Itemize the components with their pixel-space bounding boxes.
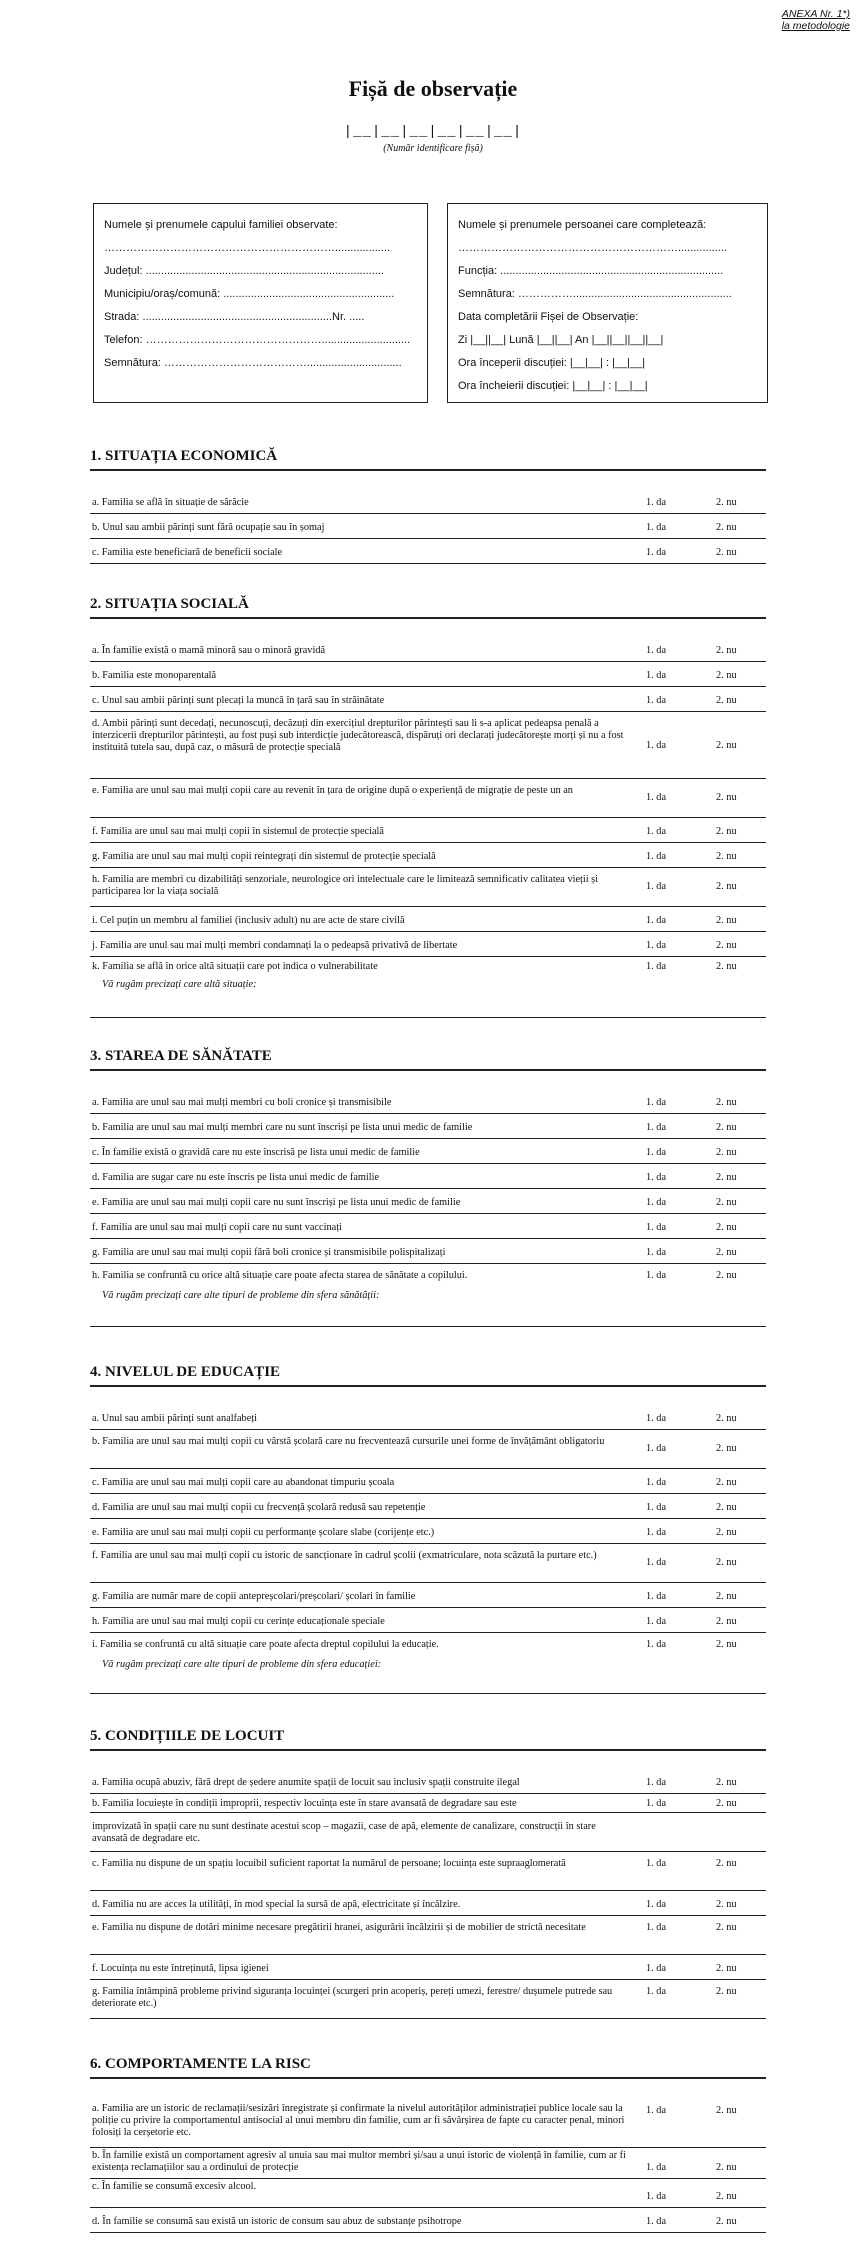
street-field[interactable]: Strada: ..............................................................Nr. ..... (104, 311, 365, 323)
table-row (90, 2208, 766, 2233)
answer-yes-option[interactable]: 1. da (646, 1557, 667, 1568)
question-text: h. Familia are unul sau mai mulți copii cu cerințe educaționale speciale (92, 1616, 385, 1627)
answer-yes-option[interactable]: 1. da (646, 1798, 667, 1809)
section-economic (90, 448, 766, 564)
answer-no-option[interactable]: 2. nu (716, 1639, 737, 1650)
answer-no-option[interactable]: 2. nu (716, 2162, 737, 2173)
table-row (90, 1239, 766, 1264)
table-row (90, 1980, 766, 2019)
question-text: g. Familia are număr mare de copii antepreșcolari/preșcolari/ școlari în familie (92, 1591, 416, 1602)
table-row (90, 1852, 766, 1891)
table-row (90, 1214, 766, 1239)
answer-yes-option[interactable]: 1. da (646, 1413, 667, 1424)
table-row (90, 1405, 766, 1430)
question-text: d. Ambii părinți sunt decedați, necunoscuți, decăzuți din exercițiul drepturilor părintești sau li s-a aplicat pedeapsa penală a interzicerii drepturilor părintești, au fost puși sub interdicție judecătorească, dispăruți ori declarați judecătorește morți și nu a fost instituită tutela sau, după caz, o măsură de protecție specială (92, 718, 624, 753)
annex-number: ANEXA Nr. 1*) (781, 8, 850, 20)
section-title: 1. SITUAȚIA ECONOMICĂ (90, 448, 766, 471)
question-text: b. Familia are unul sau mai mulți copii cu vârstă școlară care nu frecventează cursurile unei forme de învățământ obligatoriu (92, 1436, 605, 1447)
table-row (90, 1089, 766, 1114)
question-text: c. Familia are unul sau mai mulți copii care au abandonat timpuriu școala (92, 1477, 395, 1488)
answer-yes-option[interactable]: 1. da (646, 2162, 667, 2173)
question-text: f. Familia are unul sau mai mulți copii cu istoric de sancționare în cadrul școlii (exmatriculare, nota scăzută la purtare etc.) (92, 1550, 597, 1561)
phone-field[interactable]: Telefon: …………………………………………............................. (104, 334, 411, 346)
answer-yes-option[interactable]: 1. da (646, 826, 667, 837)
answer-no-option[interactable]: 2. nu (716, 1413, 737, 1424)
function-field[interactable]: Funcția: ......................................................................... (458, 265, 724, 277)
question-text: e. Familia are unul sau mai mulți copii care nu sunt înscriși pe lista unui medic de familie (92, 1197, 461, 1208)
completion-date-label: Data completării Fișei de Observație: (458, 311, 639, 323)
answer-yes-option[interactable]: 1. da (646, 1899, 667, 1910)
answer-no-option[interactable]: 2. nu (716, 1477, 737, 1488)
answer-no-option[interactable]: 2. nu (716, 645, 737, 656)
question-text: e. Familia are unul sau mai mulți copii cu performanțe școlare slabe (corijențe etc.) (92, 1527, 435, 1538)
start-time-field[interactable]: Ora începerii discuției: |__|__| : |__|__| (458, 357, 646, 369)
answer-yes-option[interactable]: 1. da (646, 915, 667, 926)
table-row (90, 539, 766, 564)
question-text: b. Familia este monoparentală (92, 670, 217, 681)
answer-yes-option[interactable]: 1. da (646, 497, 667, 508)
table-row (90, 687, 766, 712)
table-row (90, 1430, 766, 1469)
table-row (90, 957, 766, 1018)
question-text: d. Familia are sugar care nu este înscris pe lista unui medic de familie (92, 1172, 380, 1183)
table-row (90, 2148, 766, 2179)
question-text: c. Unul sau ambii părinți sunt plecați la muncă în țară sau în străinătate (92, 695, 385, 706)
question-text: a. Unul sau ambii părinți sunt analfabeți (92, 1413, 257, 1424)
question-text: g. Familia are unul sau mai mulți copii reintegrați din sistemul de protecție specială (92, 851, 436, 862)
completer-name-field[interactable]: ……………………………………………………................ (458, 242, 727, 254)
table-row (90, 712, 766, 779)
question-text: h. Familia se confruntă cu orice altă situație care poate afecta starea de sănătate a copilului. (92, 1270, 468, 1281)
answer-yes-option[interactable]: 1. da (646, 2191, 667, 2202)
answer-no-option[interactable]: 2. nu (716, 915, 737, 926)
section-title: 4. NIVELUL DE EDUCAȚIE (90, 1364, 766, 1387)
table-row (90, 907, 766, 932)
question-text: e. Familia nu dispune de dotări minime necesare pregătirii hranei, asigurării încălzirii și de mobilier de strictă necesitate (92, 1922, 586, 1933)
family-head-name-field[interactable]: ……………………………………………………….................. (104, 242, 391, 254)
question-text: d. În familie se consumă sau există un istoric de consum sau abuz de substanțe psihotrope (92, 2216, 462, 2227)
section-education (90, 1364, 766, 1694)
answer-no-option[interactable]: 2. nu (716, 1922, 737, 1933)
section-housing (90, 1728, 766, 2019)
table-row (90, 2179, 766, 2208)
health-problems-note[interactable]: Vă rugăm precizați care alte tipuri de probleme din sfera sănătății: (102, 1290, 380, 1301)
answer-yes-option[interactable]: 1. da (646, 1122, 667, 1133)
table-row (90, 1769, 766, 1794)
question-text: f. Familia are unul sau mai mulți copii care nu sunt vaccinați (92, 1222, 342, 1233)
answer-yes-option[interactable]: 1. da (646, 1639, 667, 1650)
answer-no-option[interactable]: 2. nu (716, 1899, 737, 1910)
answer-no-option[interactable]: 2. nu (716, 1616, 737, 1627)
answer-no-option[interactable]: 2. nu (716, 522, 737, 533)
answer-yes-option[interactable]: 1. da (646, 961, 667, 972)
answer-no-option[interactable]: 2. nu (716, 1222, 737, 1233)
table-row (90, 489, 766, 514)
table-row (90, 1633, 766, 1694)
section-health (90, 1048, 766, 1327)
question-text: g. Familia întâmpină probleme privind siguranța locuinței (scurgeri prin acoperiș, pereți umezi, ferestre/ dușumele putrede sau deteriorate etc.) (92, 1986, 613, 2009)
table-row (90, 932, 766, 957)
answer-yes-option[interactable]: 1. da (646, 1222, 667, 1233)
table-row (90, 1114, 766, 1139)
question-text: d. Familia nu are acces la utilități, în mod special la sursă de apă, electricitate și încălzire. (92, 1899, 461, 1910)
question-text: improvizată în spații care nu sunt destinate acestui scop – magazii, case de apă, elemente de canalizare, construcții în stare avansată de degradare etc. (92, 1821, 596, 1844)
answer-no-option[interactable]: 2. nu (716, 1798, 737, 1809)
answer-yes-option[interactable]: 1. da (646, 1097, 667, 1108)
completer-signature-field[interactable]: Semnătura: …………….................................................... (458, 288, 732, 300)
question-text: e. Familia are unul sau mai mulți copii care au revenit în țara de origine după o experiență de migrație de peste un an (92, 785, 573, 796)
annex-methodology: la metodologie (781, 20, 850, 32)
answer-no-option[interactable]: 2. nu (716, 740, 737, 751)
answer-yes-option[interactable]: 1. da (646, 1986, 667, 1997)
id-number-caption: (Număr identificare fișă) (383, 143, 483, 154)
answer-no-option[interactable]: 2. nu (716, 2105, 737, 2116)
table-row (90, 662, 766, 687)
answer-yes-option[interactable]: 1. da (646, 1922, 667, 1933)
answer-no-option[interactable]: 2. nu (716, 1591, 737, 1602)
answer-no-option[interactable]: 2. nu (716, 670, 737, 681)
question-text: i. Cel puțin un membru al familiei (inclusiv adult) nu are acte de stare civilă (92, 915, 405, 926)
answer-yes-option[interactable]: 1. da (646, 1247, 667, 1258)
question-text: a. Familia ocupă abuziv, fără drept de ședere anumite spații de locuit sau inclusiv spații construite ilegal (92, 1777, 520, 1788)
table-row (90, 1189, 766, 1214)
answer-no-option[interactable]: 2. nu (716, 1197, 737, 1208)
answer-yes-option[interactable]: 1. da (646, 1270, 667, 1281)
answer-yes-option[interactable]: 1. da (646, 792, 667, 803)
answer-yes-option[interactable]: 1. da (646, 1502, 667, 1513)
section-title: 2. SITUAȚIA SOCIALĂ (90, 596, 766, 619)
question-text: a. Familia se află în situație de sărăcie (92, 497, 249, 508)
answer-yes-option[interactable]: 1. da (646, 1443, 667, 1454)
table-row (90, 2097, 766, 2148)
table-row (90, 1916, 766, 1955)
answer-no-option[interactable]: 2. nu (716, 1502, 737, 1513)
answer-yes-option[interactable]: 1. da (646, 1527, 667, 1538)
answer-no-option[interactable]: 2. nu (716, 826, 737, 837)
table-row (90, 1544, 766, 1583)
answer-yes-option[interactable]: 1. da (646, 1616, 667, 1627)
completer-name-label: Numele și prenumele persoanei care completează: (458, 219, 707, 231)
answer-yes-option[interactable]: 1. da (646, 851, 667, 862)
answer-no-option[interactable]: 2. nu (716, 1557, 737, 1568)
answer-no-option[interactable]: 2. nu (716, 851, 737, 862)
question-text: a. În familie există o mamă minoră sau o minoră gravidă (92, 645, 326, 656)
question-text: c. În familie există o gravidă care nu este înscrisă pe lista unui medic de familie (92, 1147, 420, 1158)
table-row (90, 1891, 766, 1916)
question-text: k. Familia se află în orice altă situații care pot indica o vulnerabilitate (92, 961, 378, 972)
table-row (90, 868, 766, 907)
answer-yes-option[interactable]: 1. da (646, 740, 667, 751)
section-risk-behaviour (90, 2056, 766, 2233)
question-text: f. Familia are unul sau mai mulți copii în sistemul de protecție specială (92, 826, 384, 837)
table-row (90, 1139, 766, 1164)
annex-reference (782, 8, 850, 32)
table-row (90, 1955, 766, 1980)
answer-yes-option[interactable]: 1. da (646, 881, 667, 892)
table-row (90, 843, 766, 868)
answer-no-option[interactable]: 2. nu (716, 1777, 737, 1788)
answer-yes-option[interactable]: 1. da (646, 1777, 667, 1788)
question-text: a. Familia are unul sau mai mulți membri cu boli cronice și transmisibile (92, 1097, 392, 1108)
question-text: c. Familia este beneficiară de beneficii sociale (92, 547, 283, 558)
answer-no-option[interactable]: 2. nu (716, 547, 737, 558)
question-text: h. Familia are membri cu dizabilități senzoriale, neurologice ori intelectuale care le limitează semnificativ calitatea vieții și participarea lor la viața socială (92, 874, 599, 897)
section-title: 6. COMPORTAMENTE LA RISC (90, 2056, 766, 2079)
answer-no-option[interactable]: 2. nu (716, 1147, 737, 1158)
answer-no-option[interactable]: 2. nu (716, 881, 737, 892)
table-row (90, 1519, 766, 1544)
municipality-field[interactable]: Municipiu/oraș/comună: ........................................................ (104, 288, 395, 300)
answer-no-option[interactable]: 2. nu (716, 2191, 737, 2202)
section-title: 5. CONDIȚIILE DE LOCUIT (90, 1728, 766, 1751)
question-text: b. Familia locuiește în condiții improprii, respectiv locuința este în stare avansată de degradare sau este (92, 1798, 517, 1809)
family-head-name-label: Numele și prenumele capului familiei observate: (104, 219, 338, 231)
family-info-box (93, 203, 428, 403)
table-row (90, 1469, 766, 1494)
question-text: j. Familia are unul sau mai mulți membri condamnați la o pedeapsă privativă de libertate (92, 940, 458, 951)
question-text: b. Familia are unul sau mai mulți membri care nu sunt înscriși pe lista unui medic de familie (92, 1122, 473, 1133)
answer-no-option[interactable]: 2. nu (716, 695, 737, 706)
answer-no-option[interactable]: 2. nu (716, 497, 737, 508)
answer-yes-option[interactable]: 1. da (646, 940, 667, 951)
table-row (90, 637, 766, 662)
table-row (90, 1813, 766, 1852)
id-number-field[interactable]: |__|__|__|__|__|__| (343, 124, 523, 140)
answer-no-option[interactable]: 2. nu (716, 1097, 737, 1108)
completer-info-box (447, 203, 768, 403)
question-text: b. Unul sau ambii părinți sunt fără ocupație sau în șomaj (92, 522, 325, 533)
answer-no-option[interactable]: 2. nu (716, 961, 737, 972)
question-text: f. Locuința nu este întreținută, lipsa igienei (92, 1963, 269, 1974)
answer-yes-option[interactable]: 1. da (646, 522, 667, 533)
table-row (90, 514, 766, 539)
answer-no-option[interactable]: 2. nu (716, 1443, 737, 1454)
question-text: c. În familie se consumă excesiv alcool. (92, 2181, 257, 2192)
answer-no-option[interactable]: 2. nu (716, 1270, 737, 1281)
table-row (90, 1264, 766, 1327)
question-text: a. Familia are un istoric de reclamații/sesizări înregistrate și confirmate la nivelul autorităților administrației publice locale sau la poliție cu privire la comportamentul antisocial al unui membru din familie, cum ar fi săvârșirea de fapte cu caracter penal, minori folosiți la cerșetorie etc. (92, 2103, 625, 2138)
question-text: c. Familia nu dispune de un spațiu locuibil suficient raportat la numărul de persoane; locuința este supraaglomerată (92, 1858, 566, 1869)
answer-yes-option[interactable]: 1. da (646, 1477, 667, 1488)
answer-yes-option[interactable]: 1. da (646, 695, 667, 706)
answer-yes-option[interactable]: 1. da (646, 645, 667, 656)
question-text: g. Familia are unul sau mai mulți copii fără boli cronice și transmisibile polispitalizați (92, 1247, 446, 1258)
answer-no-option[interactable]: 2. nu (716, 1986, 737, 1997)
answer-yes-option[interactable]: 1. da (646, 670, 667, 681)
table-row (90, 1608, 766, 1633)
question-text: b. În familie există un comportament agresiv al unuia sau mai multor membri și/sau a unui istoric de violență în familie, cum ar fi existența reclamațiilor sau a ordinului de protecție (92, 2150, 626, 2173)
answer-no-option[interactable]: 2. nu (716, 792, 737, 803)
answer-no-option[interactable]: 2. nu (716, 1963, 737, 1974)
answer-no-option[interactable]: 2. nu (716, 1858, 737, 1869)
completion-date-field[interactable]: Zi |__||__| Lună |__||__| An |__||__||__||__| (458, 334, 664, 346)
answer-no-option[interactable]: 2. nu (716, 1122, 737, 1133)
answer-yes-option[interactable]: 1. da (646, 1172, 667, 1183)
answer-yes-option[interactable]: 1. da (646, 1147, 667, 1158)
table-row (90, 1583, 766, 1608)
county-field[interactable]: Județul: .............................................................................. (104, 265, 384, 277)
family-signature-field[interactable]: Semnătura: …………………………………............................... (104, 357, 402, 369)
answer-no-option[interactable]: 2. nu (716, 1527, 737, 1538)
question-text: i. Familia se confruntă cu altă situație care poate afecta dreptul copilului la educație. (92, 1639, 439, 1650)
answer-yes-option[interactable]: 1. da (646, 2105, 667, 2116)
section-social (90, 596, 766, 1018)
end-time-field[interactable]: Ora încheierii discuției: |__|__| : |__|__| (458, 380, 648, 392)
answer-yes-option[interactable]: 1. da (646, 1858, 667, 1869)
table-row (90, 1164, 766, 1189)
section-title: 3. STAREA DE SĂNĂTATE (90, 1048, 766, 1071)
other-situation-note[interactable]: Vă rugăm precizați care altă situație: (102, 979, 257, 990)
answer-no-option[interactable]: 2. nu (716, 1247, 737, 1258)
answer-yes-option[interactable]: 1. da (646, 1963, 667, 1974)
answer-no-option[interactable]: 2. nu (716, 2216, 737, 2227)
answer-yes-option[interactable]: 1. da (646, 547, 667, 558)
answer-yes-option[interactable]: 1. da (646, 1197, 667, 1208)
education-problems-note[interactable]: Vă rugăm precizați care alte tipuri de probleme din sfera educației: (102, 1659, 382, 1670)
answer-no-option[interactable]: 2. nu (716, 940, 737, 951)
table-row (90, 1794, 766, 1813)
table-row (90, 818, 766, 843)
table-row (90, 1494, 766, 1519)
page-title: Fișă de observație (348, 76, 518, 101)
answer-no-option[interactable]: 2. nu (716, 1172, 737, 1183)
question-text: d. Familia are unul sau mai mulți copii cu frecvență școlară redusă sau repetenție (92, 1502, 426, 1513)
table-row (90, 779, 766, 818)
answer-yes-option[interactable]: 1. da (646, 2216, 667, 2227)
answer-yes-option[interactable]: 1. da (646, 1591, 667, 1602)
